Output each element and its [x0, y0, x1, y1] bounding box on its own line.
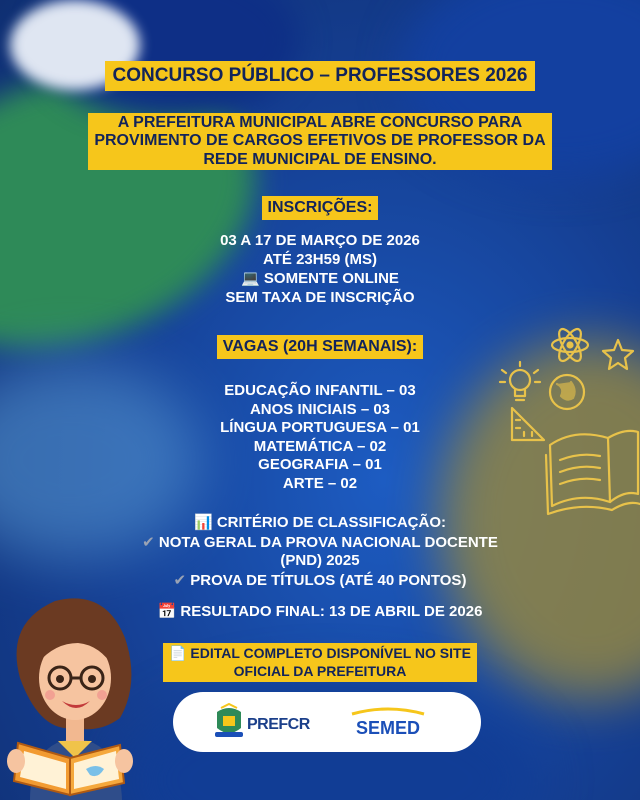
vagas-heading: VAGAS (20H SEMANAIS): — [217, 335, 423, 359]
intro-line: REDE MUNICIPAL DE ENSINO. — [203, 150, 437, 168]
checkmark-icon: ✔ — [142, 532, 155, 551]
calendar-icon: 📅 — [157, 602, 177, 620]
vaga-item: ARTE – 02 — [282, 474, 358, 492]
vagas-list — [0, 382, 640, 493]
inscricoes-online: 💻 SOMENTE ONLINE — [241, 269, 399, 287]
criterio-item: ✔ PROVA DE TÍTULOS (ATÉ 40 PONTOS) — [173, 570, 467, 589]
prefeitura-logo — [211, 702, 321, 742]
intro-text — [88, 113, 551, 170]
coat-of-arms-icon — [215, 704, 243, 737]
vaga-item: EDUCAÇÃO INFANTIL – 03 — [224, 382, 416, 399]
prefeitura-logo-text: PREFCR — [247, 716, 310, 733]
vaga-item: GEOGRAFIA – 01 — [258, 456, 382, 473]
vaga-item: LÍNGUA PORTUGUESA – 01 — [220, 419, 420, 436]
vaga-item: ANOS INICIAIS – 03 — [249, 400, 391, 418]
inscricoes-deadline: ATÉ 23H59 (MS) — [263, 250, 377, 268]
inscricoes-heading: INSCRIÇÕES: — [262, 196, 379, 220]
checkmark-icon: ✔ — [173, 570, 187, 589]
vaga-item: MATEMÁTICA – 02 — [253, 437, 387, 455]
page-title: CONCURSO PÚBLICO – PROFESSORES 2026 — [105, 61, 536, 91]
resultado-final: 📅 RESULTADO FINAL: 13 DE ABRIL DE 2026 — [157, 602, 483, 620]
laptop-icon: 💻 — [241, 269, 260, 287]
inscricoes-dates: 03 A 17 DE MARÇO DE 2026 — [220, 232, 420, 249]
criterio-item: ✔ NOTA GERAL DA PROVA NACIONAL DOCENTE — [142, 532, 498, 551]
edital-notice: 📄 EDITAL COMPLETO DISPONÍVEL NO SITE OFICIAL DA PREFEITURA — [163, 643, 477, 682]
inscricoes-fee: SEM TAXA DE INSCRIÇÃO — [225, 288, 415, 306]
document-icon: 📄 — [169, 646, 187, 662]
semed-logo — [348, 702, 428, 742]
intro-line: A PREFEITURA MUNICIPAL ABRE CONCURSO PARA — [117, 114, 523, 131]
logos-bar — [173, 692, 481, 752]
semed-logo-text: SEMED — [355, 718, 421, 738]
intro-line: PROVIMENTO DE CARGOS EFETIVOS DE PROFESSOR DA — [94, 132, 546, 150]
criterio-item-continued: (PND) 2025 — [280, 552, 360, 569]
criterio-heading: 📊 CRITÉRIO DE CLASSIFICAÇÃO: — [193, 513, 447, 531]
bar-chart-icon: 📊 — [193, 513, 213, 531]
inscricoes-details — [0, 232, 640, 307]
criterio-section — [0, 513, 640, 590]
